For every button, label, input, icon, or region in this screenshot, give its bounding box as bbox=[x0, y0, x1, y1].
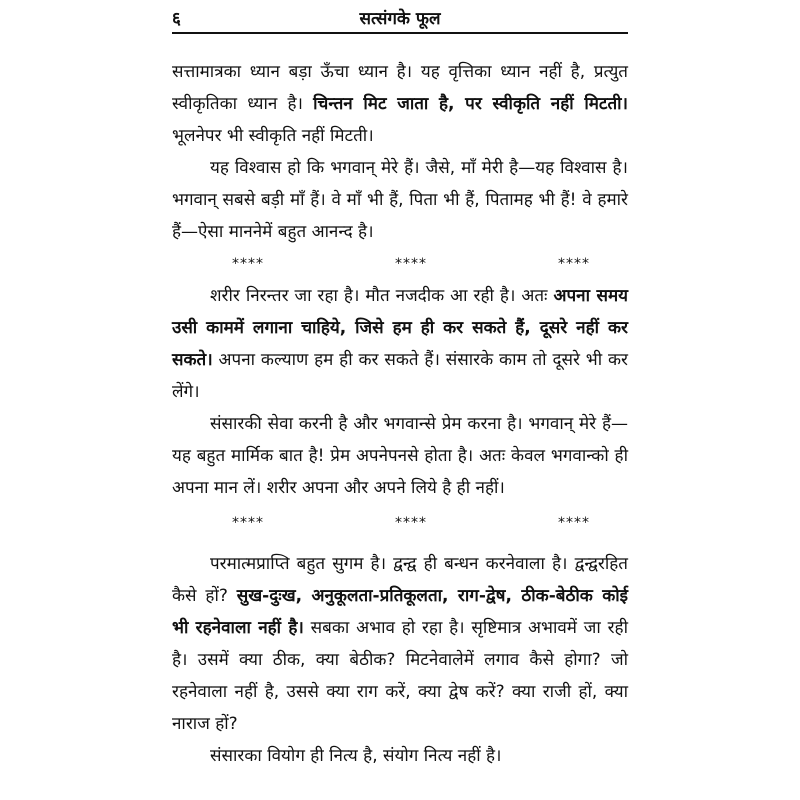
text-run: भूलनेपर भी स्वीकृति नहीं मिटती। bbox=[172, 126, 374, 146]
text-run: संसारका वियोग ही नित्य है, संयोग नित्य नहीं है। bbox=[210, 746, 502, 766]
text-run: यह विश्वास हो कि भगवान् मेरे हैं। जैसे, माँ मेरी है—यह विश्वास है। भगवान् सबसे बड़ी माँ हैं। वे माँ भी हैं, पिता भी हैं, पितामह भी हैं! वे हमारे हैं—ऐसा माननेमें बहुत आनन्द है। bbox=[172, 158, 628, 242]
running-title: सत्संगके फूल bbox=[359, 9, 441, 29]
text-run: शरीर निरन्तर जा रहा है। मौत नजदीक आ रही है। अतः bbox=[210, 286, 554, 306]
paragraph-5 bbox=[172, 548, 628, 740]
bold-text-run: चिन्तन मिट जाता है, पर स्वीकृति नहीं मिटती। bbox=[313, 94, 628, 114]
page-number: ६ bbox=[172, 9, 181, 29]
separator-mark: **** bbox=[558, 515, 590, 531]
text-run: परमात्मप्राप्ति बहुत सुगम है। द्वन्द्व ही बन्धन करनेवाला है। द्वन्द्वरहित कैसे हों? bbox=[172, 554, 628, 606]
paragraph-4 bbox=[172, 408, 628, 504]
paragraph-1 bbox=[172, 56, 628, 152]
separator-mark: **** bbox=[558, 256, 590, 272]
section-separator bbox=[172, 504, 628, 548]
bold-text-run: अपना समय उसी काममें लगाना चाहिये, जिसे हम ही कर सकते हैं, दूसरे नहीं कर सकते। bbox=[172, 286, 629, 370]
paragraph-6 bbox=[172, 740, 628, 772]
text-run: सत्तामात्रका ध्यान बड़ा ऊँचा ध्यान है। यह वृत्तिका ध्यान नहीं है, प्रत्युत स्वीकृतिका ध्यान है। bbox=[172, 62, 628, 114]
header-rule bbox=[172, 32, 628, 34]
bold-text-run: सुख-दुःख, अनुकूलता-प्रतिकूलता, राग-द्वेष, ठीक-बेठीक कोई भी रहनेवाला नहीं है। bbox=[172, 586, 628, 638]
text-run: सबका अभाव हो रहा है। सृष्टिमात्र अभावमें जा रही है। उसमें क्या ठीक, क्या बेठीक? मिटनेवालेमें लगाव कैसे होगा? जो रहनेवाला नहीं है, उससे क्या राग करें, क्या द्वेष करें? क्या राजी हों, क्या नाराज हों? bbox=[172, 618, 628, 734]
page-header bbox=[172, 6, 628, 28]
separator-mark: **** bbox=[395, 515, 427, 531]
paragraph-2 bbox=[172, 152, 628, 248]
body-text bbox=[172, 56, 628, 772]
text-run: अपना कल्याण हम ही कर सकते हैं। संसारके काम तो दूसरे भी कर लेंगे। bbox=[172, 350, 628, 402]
text-run: संसारकी सेवा करनी है और भगवान्से प्रेम करना है। भगवान् मेरे हैं—यह बहुत मार्मिक बात है! प्रेम अपनेपनसे होता है। अतः केवल भगवान्को ही अपना मान लें। शरीर अपना और अपने लिये है ही नहीं। bbox=[172, 414, 628, 498]
separator-mark: **** bbox=[232, 256, 264, 272]
separator-mark: **** bbox=[395, 256, 427, 272]
separator-mark: **** bbox=[232, 515, 264, 531]
section-separator bbox=[172, 248, 628, 280]
paragraph-3 bbox=[172, 280, 628, 408]
